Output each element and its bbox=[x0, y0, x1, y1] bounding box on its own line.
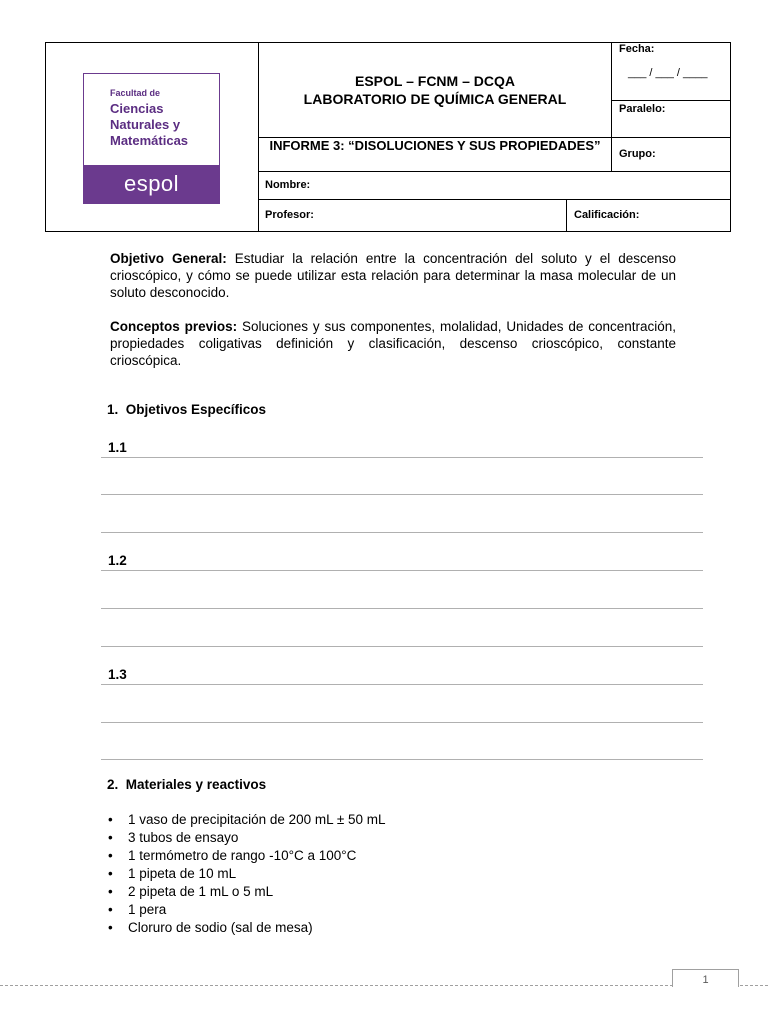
objective-item-number: 1.3 bbox=[108, 667, 127, 682]
calificacion-label: Calificación: bbox=[574, 209, 640, 221]
paralelo-label: Paralelo: bbox=[619, 103, 666, 115]
materials-list bbox=[108, 811, 668, 937]
list-item: • 2 pipeta de 1 mL o 5 mL bbox=[108, 883, 668, 901]
answer-line[interactable] bbox=[101, 494, 703, 495]
objetivo-general-text: Estudiar la relación entre la concentración del soluto y el descenso crioscópico, y cómo se puede utilizar esta relación para determinar la masa molecular de un soluto desconocido. bbox=[110, 251, 677, 300]
header-divider bbox=[611, 42, 612, 172]
fecha-field[interactable]: ___ / ___ / ____ bbox=[628, 67, 708, 79]
list-item: • 1 vaso de precipitación de 200 mL ± 50 mL bbox=[108, 811, 668, 829]
page-number: 1 bbox=[672, 969, 739, 987]
answer-line[interactable] bbox=[101, 570, 703, 571]
list-item: • 1 pera bbox=[108, 901, 668, 919]
faculty-logo bbox=[83, 73, 220, 204]
section-2-heading: 2. Materiales y reactivos bbox=[107, 777, 267, 792]
header-divider bbox=[566, 199, 567, 232]
answer-line[interactable] bbox=[101, 457, 703, 458]
section-1-heading: 1. Objetivos Específicos bbox=[107, 402, 267, 417]
header-divider bbox=[258, 171, 731, 172]
header-divider bbox=[611, 100, 731, 101]
objective-item-number: 1.1 bbox=[108, 440, 127, 455]
profesor-label: Profesor: bbox=[265, 209, 314, 221]
objetivo-general-label: Objetivo General: bbox=[110, 251, 227, 266]
answer-line[interactable] bbox=[101, 684, 703, 685]
answer-line[interactable] bbox=[101, 608, 703, 609]
fecha-label: Fecha: bbox=[619, 43, 655, 55]
answer-line[interactable] bbox=[101, 646, 703, 647]
nombre-label: Nombre: bbox=[265, 179, 311, 191]
answer-line[interactable] bbox=[101, 722, 703, 723]
footer-divider bbox=[0, 985, 768, 987]
report-title: INFORME 3: “DISOLUCIONES Y SUS PROPIEDADES” bbox=[269, 138, 601, 153]
title-line-2: LABORATORIO DE QUÍMICA GENERAL bbox=[303, 91, 567, 107]
grupo-label: Grupo: bbox=[619, 148, 656, 160]
answer-line[interactable] bbox=[101, 759, 703, 760]
logo-faculty-small: Facultad de bbox=[110, 88, 161, 98]
header-divider bbox=[258, 199, 731, 200]
logo-brand: espol bbox=[84, 165, 219, 203]
objetivo-general bbox=[110, 250, 676, 301]
title-line-1: ESPOL – FCNM – DCQA bbox=[355, 73, 515, 89]
list-item: • 1 pipeta de 10 mL bbox=[108, 865, 668, 883]
list-item: • Cloruro de sodio (sal de mesa) bbox=[108, 919, 668, 937]
conceptos-previos bbox=[110, 318, 676, 369]
conceptos-previos-label: Conceptos previos: bbox=[110, 319, 238, 334]
document-title bbox=[259, 72, 611, 108]
list-item: • 3 tubos de ensayo bbox=[108, 829, 668, 847]
list-item: • 1 termómetro de rango -10°C a 100°C bbox=[108, 847, 668, 865]
objective-item-number: 1.2 bbox=[108, 553, 127, 568]
logo-faculty-name: Ciencias Naturales y Matemáticas bbox=[110, 101, 189, 148]
conceptos-previos-text: Soluciones y sus componentes, molalidad, Unidades de concentración, propiedades coligativas definición y clasificación, descenso crioscópico, constante crioscópica. bbox=[110, 319, 676, 368]
answer-line[interactable] bbox=[101, 532, 703, 533]
